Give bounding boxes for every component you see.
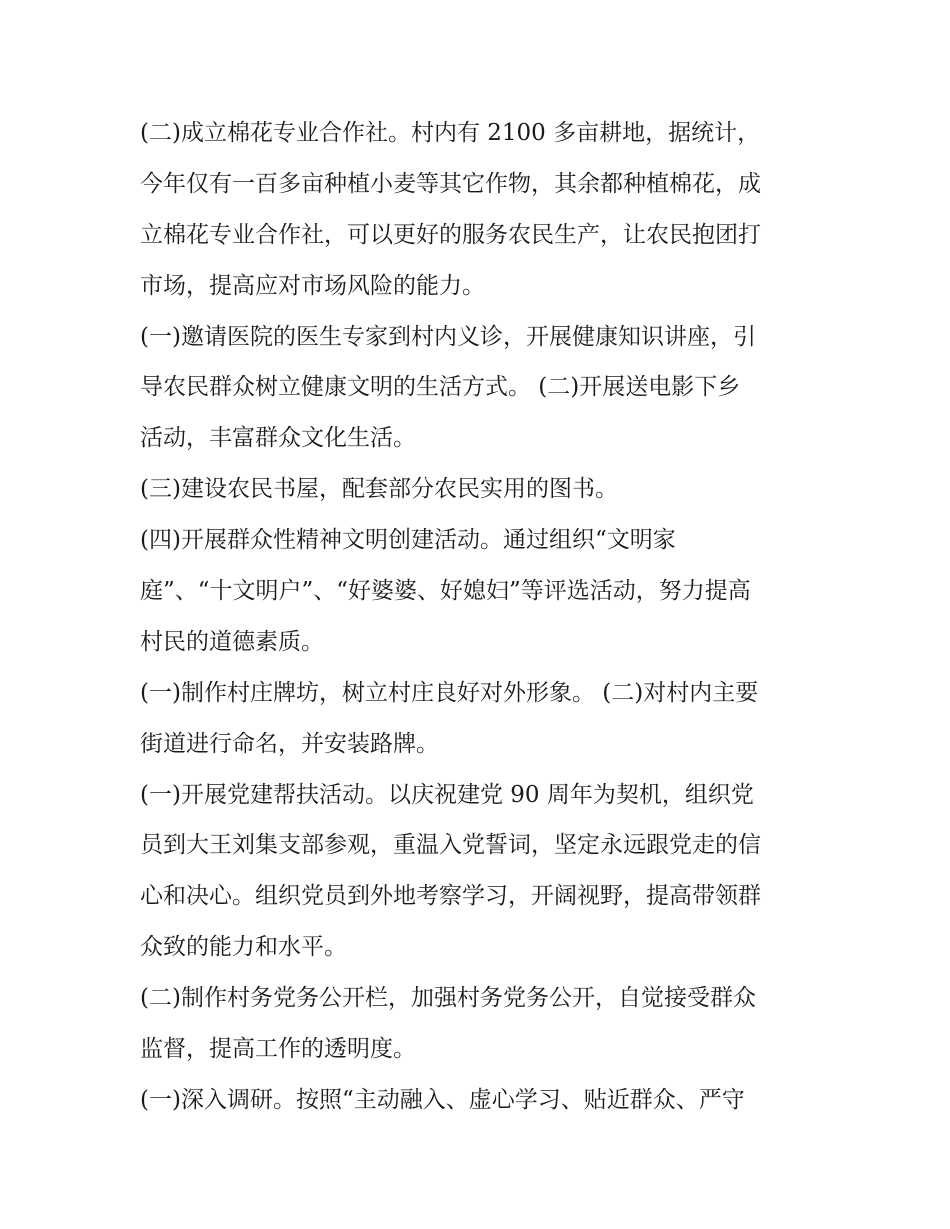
text-line: 监督，提高工作的透明度。 — [140, 1036, 416, 1063]
document-body — [140, 108, 820, 1126]
text-line: (一)开展党建帮扶活动。以庆祝建党 90 周年为契机，组织党 — [140, 781, 754, 808]
text-line: (二)制作村务党务公开栏，加强村务党务公开，自觉接受群众 — [140, 985, 756, 1012]
text-line: (三)建设农民书屋，配套部分农民实用的图书。 — [140, 476, 618, 503]
text-line: 市场，提高应对市场风险的能力。 — [140, 272, 485, 299]
text-line: 导农民群众树立健康文明的生活方式。 (二)开展送电影下乡 — [140, 374, 741, 401]
text-line: 村民的道德素质。 — [140, 628, 324, 655]
text-line: 活动，丰富群众文化生活。 — [140, 425, 416, 452]
text-line: 众致的能力和水平。 — [140, 934, 347, 961]
text-line: 街道进行命名，并安装路牌。 — [140, 730, 439, 757]
text-line: (一)深入调研。按照“主动融入、虚心学习、贴近群众、严守 — [140, 1086, 745, 1113]
text-line: (二)成立棉花专业合作社。村内有 2100 多亩耕地，据统计， — [140, 120, 761, 146]
text-line: 员到大王刘集支部参观，重温入党誓词，坚定永远跟党走的信 — [140, 832, 761, 859]
text-line: 今年仅有一百多亩种植小麦等其它作物，其余都种植棉花，成 — [140, 170, 761, 197]
text-line: (一)制作村庄牌坊，树立村庄良好对外形象。 (二)对村内主要 — [140, 679, 759, 706]
text-line: (四)开展群众性精神文明创建活动。通过组织“文明家 — [140, 527, 676, 554]
text-line: 心和决心。组织党员到外地考察学习，开阔视野，提高带领群 — [140, 883, 761, 910]
text-line: (一)邀请医院的医生专家到村内义诊，开展健康知识讲座，引 — [140, 323, 756, 350]
text-line: 立棉花专业合作社，可以更好的服务农民生产，让农民抱团打 — [140, 221, 761, 248]
text-line: 庭”、“十文明户”、“好婆婆、好媳妇”等评选活动，努力提高 — [140, 578, 751, 605]
